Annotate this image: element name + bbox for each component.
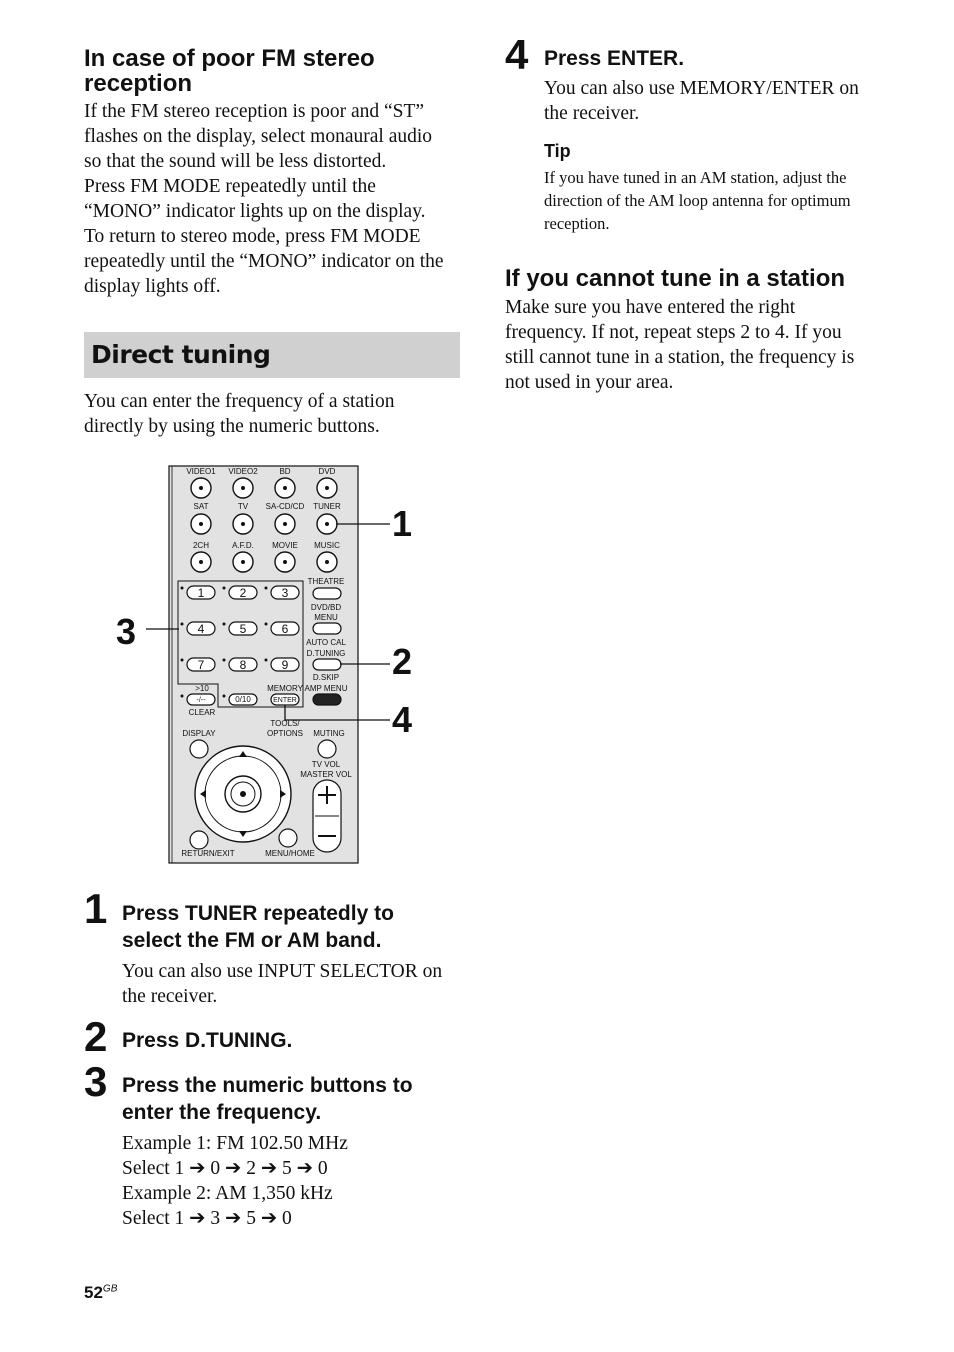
page-locale-suffix: GB [102,1283,118,1295]
step-3-number: 3 [84,1058,108,1105]
step-4-number: 4 [505,31,529,78]
remote-label-video1: VIDEO1 [186,467,216,476]
callout-3: 3 [116,611,137,652]
remote-label-bd: BD [279,467,291,476]
remote-label-memory: MEMORY [267,684,303,693]
poor-fm-body: If the FM stereo reception is poor and “ST” flashes on the display, select monaural audio so that the sound will be less distorted. Press FM MODE repeatedly until the “MONO” indicator lights up on the display. To return to stereo mode, press FM MODE repeatedly until the “MONO” indicator on the display lights off. [84,101,444,297]
step-4-body: You can also use MEMORY/ENTER on the receiver. [544,78,859,124]
remote-label-gt10: >10 [195,684,209,693]
direct-tuning-intro: You can enter the frequency of a station directly by using the numeric buttons. [84,391,395,437]
remote-key-9: 9 [281,658,289,672]
remote-label-theatre: THEATRE [307,577,345,586]
step-1-title: Press TUNER repeatedly to select the FM or AM band. [122,902,394,952]
remote-label-d-tuning: D.TUNING [306,649,346,658]
remote-label-tv: TV [237,502,249,511]
remote-label-tools: TOOLS/ [270,719,300,728]
callout-2: 2 [392,641,413,682]
step-3-title: Press the numeric buttons to enter the frequency. [122,1074,413,1124]
remote-label-tuner: TUNER [313,502,341,511]
cannot-tune-body: Make sure you have entered the right frequency. If not, repeat steps 2 to 4. If you still cannot tune in a station, the frequency is not used in your area. [505,297,855,393]
cannot-tune-heading: If you cannot tune in a station [505,265,846,292]
step-2-title: Press D.TUNING. [122,1029,293,1052]
remote-key-4: 4 [197,622,205,636]
remote-label-amp-menu: AMP MENU [304,684,348,693]
remote-label-menu: MENU [314,613,338,622]
remote-control-illustration [110,462,430,866]
page-number: $52^{GB}$ [84,1283,118,1302]
remote-label-display: DISPLAY [182,729,216,738]
poor-fm-heading: In case of poor FM stereo reception [84,45,375,97]
remote-key-5: 5 [239,622,247,636]
direct-tuning-band [84,332,460,378]
remote-label-muting: MUTING [313,729,345,738]
remote-key-1: 1 [197,586,205,600]
remote-label-afd: A.F.D. [232,541,254,550]
remote-key-2: 2 [239,586,247,600]
tip-body: If you have tuned in an AM station, adjust the direction of the AM loop antenna for optimum reception. [544,168,851,233]
remote-label-sacd: SA-CD/CD [265,502,305,511]
remote-label-tv-vol: TV VOL [311,760,341,769]
remote-label-auto-cal: AUTO CAL [306,638,346,647]
step-1-number: 1 [84,885,108,932]
step-2-number: 2 [84,1013,108,1060]
step-3-examples: Example 1: FM 102.50 MHz Select 1 ➔ 0 ➔ 2 ➔ 5 ➔ 0 Example 2: AM 1,350 kHz Select 1 ➔ 3 ➔ 5 ➔ 0 [122,1133,348,1229]
remote-label-dvd: DVD [318,467,336,476]
remote-label-clear: CLEAR [188,708,216,717]
remote-label-sat: SAT [193,502,209,511]
remote-label-menu-home: MENU/HOME [265,849,315,858]
remote-label-video2: VIDEO2 [228,467,258,476]
remote-key-3: 3 [281,586,289,600]
remote-label-master-vol: MASTER VOL [300,770,352,779]
remote-label-d-skip: D.SKIP [312,673,340,682]
direct-tuning-title: Direct tuning [91,340,271,369]
remote-key-0: 0/10 [235,695,251,704]
step-1-body: You can also use INPUT SELECTOR on the receiver. [122,961,443,1007]
callout-4: 4 [392,699,413,740]
remote-label-2ch: 2CH [192,541,210,550]
tip-label: Tip [544,141,571,161]
callout-1: 1 [392,503,413,544]
remote-label-movie: MOVIE [272,541,298,550]
remote-label-music: MUSIC [314,541,340,550]
remote-label-dvd-bd: DVD/BD [310,603,342,612]
remote-key-enter: ENTER [273,697,297,704]
remote-key-dashes: -/-- [196,697,206,704]
remote-key-8: 8 [239,658,247,672]
step-4-title: Press ENTER. [544,47,685,70]
remote-label-return-exit: RETURN/EXIT [181,849,235,858]
remote-key-7: 7 [197,658,205,672]
remote-label-options: OPTIONS [266,729,304,738]
remote-key-6: 6 [281,622,289,636]
